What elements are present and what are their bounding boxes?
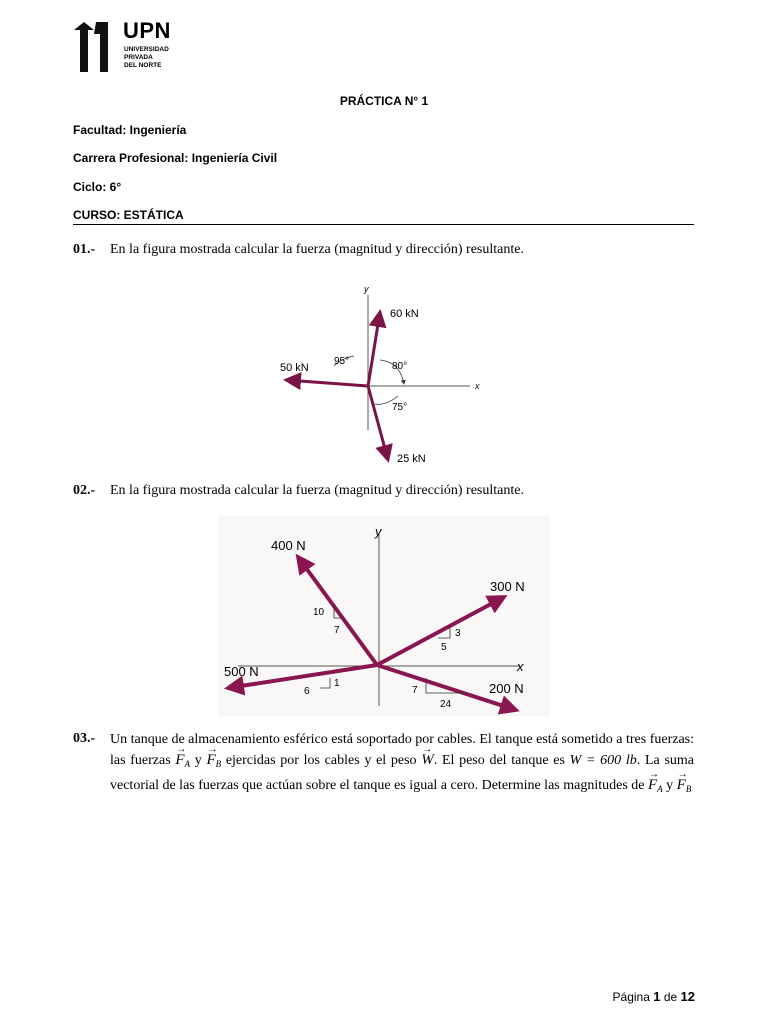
force-a-vector: → F (175, 750, 184, 771)
figure-2-label-400: 400 N (271, 538, 306, 553)
figure-1-force-50 (286, 380, 368, 386)
figure-2-slope-4-b: 24 (440, 699, 452, 710)
problem-1-text: En la figura mostrada calcular la fuerza (magnitud y dirección) resultante. (110, 242, 524, 257)
problem-1-number: 01.- (73, 242, 96, 257)
figure-2-force-diagram (218, 516, 550, 716)
figure-1-x-label: x (475, 381, 480, 391)
force-b-vector: → F (206, 750, 215, 771)
force-a-subscript: A (184, 759, 191, 769)
page-word: Página (612, 990, 650, 1004)
header-divider (73, 224, 694, 225)
problem-3-conjunction-2: y (666, 778, 674, 793)
course-line: CURSO: ESTÁTICA (73, 208, 184, 222)
weight-vector: → W (421, 750, 434, 771)
cycle-line: Ciclo: 6° (73, 180, 122, 194)
figure-2-label-500: 500 N (224, 664, 259, 679)
figure-1-angle-95: 95° (334, 356, 350, 367)
of-word: de (663, 990, 678, 1004)
figure-2-slope-1-a: 10 (313, 607, 325, 618)
logo-subtitle-3: DEL NORTE (124, 62, 162, 69)
figure-2-slope-2-a: 3 (455, 628, 461, 639)
figure-1-label-60: 60 kN (390, 308, 419, 320)
figure-1-force-60 (368, 312, 380, 386)
problem-3-part-1: Un tanque de almacenamiento esférico está soportado por cables. El tanque está sometido a tres fuerzas: las fuerzas (110, 732, 694, 768)
problem-3-number: 03.- (73, 731, 96, 746)
problem-3-text (110, 729, 694, 800)
figure-2-slope-3-a: 6 (304, 686, 310, 697)
figure-2-slope-3-b: 1 (334, 678, 340, 689)
figure-1-label-50: 50 kN (280, 362, 309, 374)
page-footer (613, 989, 695, 1004)
weight-value: W = 600 lb (569, 753, 637, 768)
problem-2-text: En la figura mostrada calcular la fuerza (magnitud y dirección) resultante. (110, 483, 524, 498)
problem-3-part-3: . El peso del tanque es (433, 753, 565, 768)
figure-2-label-200: 200 N (489, 681, 524, 696)
career-line: Carrera Profesional: Ingeniería Civil (73, 151, 278, 165)
figure-1-angle-80: 80° (392, 361, 408, 372)
page-total: 12 (680, 989, 695, 1004)
logo-text: UPN (123, 18, 171, 43)
figure-2-label-300: 300 N (490, 579, 525, 594)
figure-1-y-label: y (364, 284, 369, 294)
figure-2-y-label: y (375, 524, 382, 539)
figure-2-slope-1-b: 7 (334, 625, 340, 636)
force-b-subscript: B (215, 759, 222, 769)
figure-2-x-label: x (517, 659, 524, 674)
problem-2-number: 02.- (73, 483, 96, 498)
force-b-subscript-2: B (685, 784, 692, 794)
problem-3-part-4: . La suma vectorial de las fuerzas que actúan sobre el tanque es igual a cero. Determine las magnitudes de (110, 753, 694, 793)
problem-3-part-2: ejercidas por los cables y el peso (225, 753, 417, 768)
figure-1-label-25: 25 kN (397, 453, 426, 465)
logo-subtitle-1: UNIVERSIDAD (124, 46, 169, 53)
logo-subtitle-2: PRIVADA (124, 54, 153, 61)
force-a-subscript-2: A (657, 784, 663, 794)
faculty-line: Facultad: Ingeniería (73, 123, 187, 137)
figure-1-angle-75: 75° (392, 402, 408, 413)
page-number: 1 (653, 989, 661, 1004)
figure-2-slope-4-a: 7 (412, 685, 418, 696)
figure-1-force-diagram (270, 280, 500, 470)
force-a-vector-2: → F (648, 775, 657, 796)
figure-1-force-25 (368, 386, 388, 460)
figure-2-slope-2-b: 5 (441, 642, 447, 653)
problem-3-conjunction: y (194, 753, 202, 768)
page-title: PRÁCTICA N° 1 (339, 94, 429, 108)
force-b-vector-2: → F (677, 775, 686, 796)
